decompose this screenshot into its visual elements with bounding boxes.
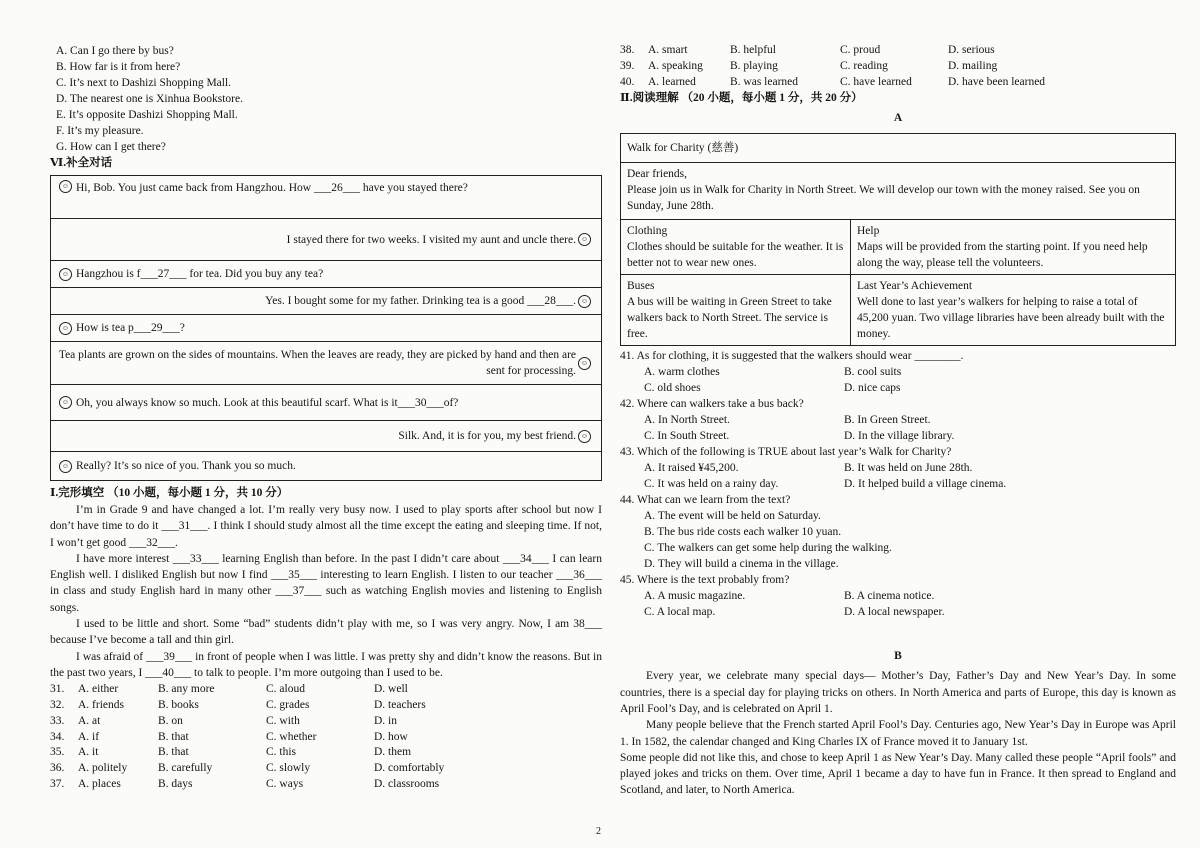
- question-41: 41. As for clothing, it is suggested that the walkers should wear ________.: [620, 350, 964, 363]
- cloze-option-row: [50, 730, 602, 746]
- choice-b: B. playing: [730, 59, 778, 72]
- dialogue-row: [51, 384, 601, 420]
- question-44: 44. What can we learn from the text?: [620, 494, 791, 507]
- help-cell: [850, 220, 1175, 274]
- buses-text: A bus will be waiting in Green Street to take walkers back to North Street. The service is free.: [627, 296, 832, 341]
- speaker-face-icon: ☺: [59, 268, 72, 281]
- question-43-options: [620, 460, 1176, 492]
- speaker-face-icon: ☺: [578, 295, 591, 308]
- dialogue-row: [51, 451, 601, 480]
- passage-a-label: A: [893, 112, 903, 125]
- notice-title: Walk for Charity (慈善): [621, 134, 1175, 163]
- cloze-paragraph: I was afraid of ___39___ in front of people when I was little. I was pretty shy and didn’t know the reasons. But in the past two years, I ___40___ to talk to people. I’m more outgoing than I used to be.: [50, 650, 602, 679]
- achievement-title: Last Year’s Achievement: [857, 280, 973, 293]
- achievement-text: Well done to last year’s walkers for helping to raise a total of 45,200 yuan. Two village libraries have been already built with the money.: [857, 296, 1165, 341]
- dialogue-row: [51, 341, 601, 384]
- dialogue-text: Yes. I bought some for my father. Drinking tea is a good ___28___.: [265, 295, 576, 307]
- cloze-option-row: [50, 698, 602, 714]
- choice-b: B. was learned: [730, 75, 799, 88]
- choice-d: D. teachers: [374, 699, 426, 712]
- notice-row-clothing-help: [621, 219, 1175, 274]
- cloze-option-row: [620, 43, 1176, 59]
- choice-c: C. have learned: [840, 75, 912, 88]
- choice-b: B. that: [158, 730, 189, 743]
- cloze-option-row: [50, 761, 602, 777]
- cloze-option-row: [50, 714, 602, 730]
- option-a: A. Can I go there by bus?: [56, 45, 174, 57]
- choice-b: B. cool suits: [844, 366, 902, 379]
- dialogue-text: How is tea p___29___?: [76, 322, 185, 334]
- question-43: 43. Which of the following is TRUE about last year’s Walk for Charity?: [620, 446, 952, 459]
- question-42-options: [620, 412, 1176, 444]
- dialogue-text: I stayed there for two weeks. I visited my aunt and uncle there.: [286, 233, 576, 246]
- dialogue-text: Hangzhou is f___27___ for tea. Did you buy any tea?: [76, 268, 324, 280]
- choice-d: D. It helped build a village cinema.: [844, 478, 1007, 491]
- choice-d: D. in: [374, 714, 397, 727]
- question-number: 35.: [50, 746, 65, 759]
- question-41-options: [620, 364, 1176, 396]
- speaker-face-icon: ☺: [578, 233, 591, 246]
- option-c: C. It’s next to Dashizi Shopping Mall.: [56, 77, 232, 89]
- cloze-paragraph: I’m in Grade 9 and have changed a lot. I’m really very busy now. I used to play sports after school but now I don’t have time to do it ___31___. I think I should study almost all the time except the eating and sleeping time. If not, I won’t get good ___32___.: [50, 504, 602, 549]
- choice-a: A. it: [78, 746, 99, 759]
- option-f: F. It’s my pleasure.: [56, 125, 144, 137]
- cloze-option-row: [620, 59, 1176, 75]
- choice-c: C. old shoes: [644, 382, 701, 395]
- speaker-face-icon: ☺: [59, 460, 72, 473]
- choice-d: D. how: [374, 730, 408, 743]
- choice-a: A. The event will be held on Saturday.: [644, 510, 821, 523]
- reading-title: Ⅱ.阅读理解 （20 小题，每小题 1 分，共 20 分）: [620, 92, 863, 105]
- cloze-title: Ⅰ.完形填空 （10 小题，每小题 1 分，共 10 分）: [50, 487, 289, 499]
- choice-d: D. mailing: [948, 59, 998, 72]
- choice-c: C. reading: [840, 59, 888, 72]
- choice-c: C. with: [266, 714, 300, 727]
- choice-b: B. The bus ride costs each walker 10 yuan.: [644, 526, 842, 539]
- cloze-options-left: [50, 682, 602, 793]
- dialogue-text: Oh, you always know so much. Look at this beautiful scarf. What is it___30___of?: [76, 396, 459, 409]
- choice-a: A. if: [78, 730, 100, 743]
- dialogue-row: [51, 287, 601, 314]
- cloze-option-row: [50, 777, 602, 793]
- passage-b-paragraph: Some people did not like this, and chose to keep April 1 as New Year’s Day. Many called these people “April fools” and played jokes and tricks on them. Over time, April 1 became a day to have fun in France. It then spread to England and Scotland, and later, to North America.: [620, 751, 1176, 797]
- choice-a: A. learned: [648, 75, 696, 88]
- page-number: 2: [596, 826, 601, 837]
- choice-a: A. at: [78, 714, 101, 727]
- choice-b: B. In Green Street.: [844, 414, 931, 427]
- option-b: B. How far is it from here?: [56, 61, 181, 73]
- question-number: 34.: [50, 730, 65, 743]
- choice-a: A. politely: [78, 762, 128, 775]
- clothing-text: Clothes should be suitable for the weather. It is better not to wear new ones.: [627, 241, 844, 270]
- dialogue-text: Really? It’s so nice of you. Thank you so much.: [76, 460, 296, 472]
- choice-c: C. proud: [840, 44, 881, 56]
- achievement-cell: [850, 275, 1175, 345]
- choice-d: D. In the village library.: [844, 430, 955, 443]
- question-number: 33.: [50, 714, 65, 727]
- cloze-option-row: [50, 682, 602, 698]
- choice-a: A. friends: [78, 699, 124, 712]
- choice-d: D. They will build a cinema in the village.: [644, 558, 839, 571]
- choice-c: C. aloud: [266, 683, 305, 696]
- dialogue-row: [51, 314, 601, 341]
- choice-c: C. A local map.: [644, 606, 716, 619]
- choice-d: D. serious: [948, 44, 995, 56]
- choice-d: D. well: [374, 683, 408, 696]
- choice-a: A. It raised ¥45,200.: [644, 462, 739, 475]
- choice-c: C. The walkers can get some help during the walking.: [644, 542, 892, 555]
- clothing-cell: [621, 220, 850, 273]
- option-e: E. It’s opposite Dashizi Shopping Mall.: [56, 109, 238, 121]
- choice-b: B. on: [158, 714, 183, 727]
- question-number: 37.: [50, 778, 65, 791]
- cloze-paragraph: I used to be little and short. Some “bad” students didn’t play with me, so I was very angry. Now, I am 38___ because I’ve become a tall and thin girl.: [50, 618, 602, 647]
- top-option-list: [50, 43, 602, 155]
- choice-b: B. days: [158, 778, 193, 791]
- speaker-face-icon: ☺: [578, 357, 591, 370]
- choice-c: C. whether: [266, 730, 317, 743]
- dialogue-row: [51, 260, 601, 287]
- choice-d: D. comfortably: [374, 762, 445, 775]
- choice-a: A. A music magazine.: [644, 590, 746, 603]
- dialogue-text: Hi, Bob. You just came back from Hangzhou. How ___26___ have you stayed there?: [76, 182, 468, 194]
- dialogue-row: [51, 218, 601, 260]
- section-6-title: Ⅵ.补全对话: [50, 157, 113, 169]
- left-column: [50, 43, 602, 793]
- choice-c: C. It was held on a rainy day.: [644, 478, 779, 491]
- cloze-option-row: [50, 745, 602, 761]
- choice-d: D. nice caps: [844, 382, 901, 395]
- question-number: 38.: [620, 44, 635, 56]
- cloze-paragraph: I have more interest ___33___ learning English than before. In the past I didn’t care about ___34___ I can learn English well. I disliked English but now I find ___35___ interesting to learn English. I listen to our teacher ___36___ in class and study English hard in many other ___37___ such as watching English movies and listening to English songs.: [50, 552, 602, 614]
- choice-b: B. A cinema notice.: [844, 590, 935, 603]
- help-title: Help: [857, 225, 880, 238]
- notice-row-buses-achievement: [621, 274, 1175, 345]
- choice-b: B. helpful: [730, 44, 776, 56]
- clothing-title: Clothing: [627, 225, 668, 238]
- right-column: [620, 43, 1176, 799]
- help-text: Maps will be provided from the starting point. If you need help along the way, please tell the volunteers.: [857, 241, 1148, 270]
- charity-notice: [620, 133, 1176, 346]
- choice-d: D. A local newspaper.: [844, 606, 945, 619]
- question-number: 39.: [620, 59, 635, 72]
- passage-b-paragraph: Many people believe that the French started April Fool’s Day. Centuries ago, New Year’s Day in Europe was April 1. In 1582, the calendar changed and King Charles IX of France moved it to January 1st.: [620, 719, 1176, 748]
- notice-intro: Dear friends, Please join us in Walk for Charity in North Street. We will develop our town with the money raised. See you on Sunday, June 28th.: [627, 168, 1140, 213]
- speaker-face-icon: ☺: [59, 396, 72, 409]
- choice-a: A. warm clothes: [644, 366, 720, 379]
- speaker-face-icon: ☺: [578, 430, 591, 443]
- choice-a: A. speaking: [648, 59, 703, 72]
- passage-b-paragraph: Every year, we celebrate many special days— Mother’s Day, Father’s Day and New Year’s Day. In some countries, there is a special day for playing tricks on others. In North America and parts of Europe, this day is known as April Fool’s Day, and is celebrated on April 1.: [620, 670, 1176, 715]
- question-number: 31.: [50, 683, 65, 696]
- option-d: D. The nearest one is Xinhua Bookstore.: [56, 93, 243, 105]
- choice-c: C. slowly: [266, 762, 311, 775]
- choice-c: C. In South Street.: [644, 430, 730, 443]
- dialogue-row: [51, 176, 601, 218]
- choice-d: D. have been learned: [948, 75, 1046, 88]
- dialogue-text: Silk. And, it is for you, my best friend.: [398, 430, 576, 442]
- choice-d: D. classrooms: [374, 778, 440, 791]
- question-number: 40.: [620, 75, 635, 88]
- question-number: 36.: [50, 762, 65, 775]
- choice-a: A. smart: [648, 44, 688, 56]
- cloze-option-row: [620, 75, 1176, 91]
- choice-b: B. It was held on June 28th.: [844, 462, 973, 475]
- speaker-face-icon: ☺: [59, 322, 72, 335]
- passage-b-label: B: [894, 650, 902, 663]
- cloze-options-right: [620, 43, 1176, 90]
- question-45-options: [620, 588, 1176, 620]
- dialogue-text: Tea plants are grown on the sides of mountains. When the leaves are ready, they are picked by hand and then are sent for processing.: [58, 349, 576, 377]
- choice-b: B. books: [158, 699, 199, 712]
- choice-a: A. In North Street.: [644, 414, 730, 427]
- choice-d: D. them: [374, 746, 412, 759]
- question-number: 32.: [50, 699, 65, 712]
- buses-cell: [621, 275, 850, 345]
- question-45: 45. Where is the text probably from?: [620, 574, 790, 587]
- dialogue-table: [50, 175, 602, 481]
- choice-c: C. grades: [266, 699, 310, 712]
- choice-a: A. either: [78, 683, 119, 696]
- choice-c: C. this: [266, 746, 297, 759]
- choice-b: B. any more: [158, 683, 215, 696]
- question-44-options: [620, 508, 1176, 572]
- speaker-face-icon: ☺: [59, 180, 72, 193]
- question-42: 42. Where can walkers take a bus back?: [620, 398, 804, 411]
- dialogue-row: [51, 420, 601, 451]
- buses-title: Buses: [627, 280, 655, 293]
- option-g: G. How can I get there?: [56, 141, 166, 153]
- choice-a: A. places: [78, 778, 121, 791]
- choice-b: B. that: [158, 746, 189, 759]
- choice-b: B. carefully: [158, 762, 213, 775]
- choice-c: C. ways: [266, 778, 304, 791]
- reading-questions: [620, 348, 1176, 620]
